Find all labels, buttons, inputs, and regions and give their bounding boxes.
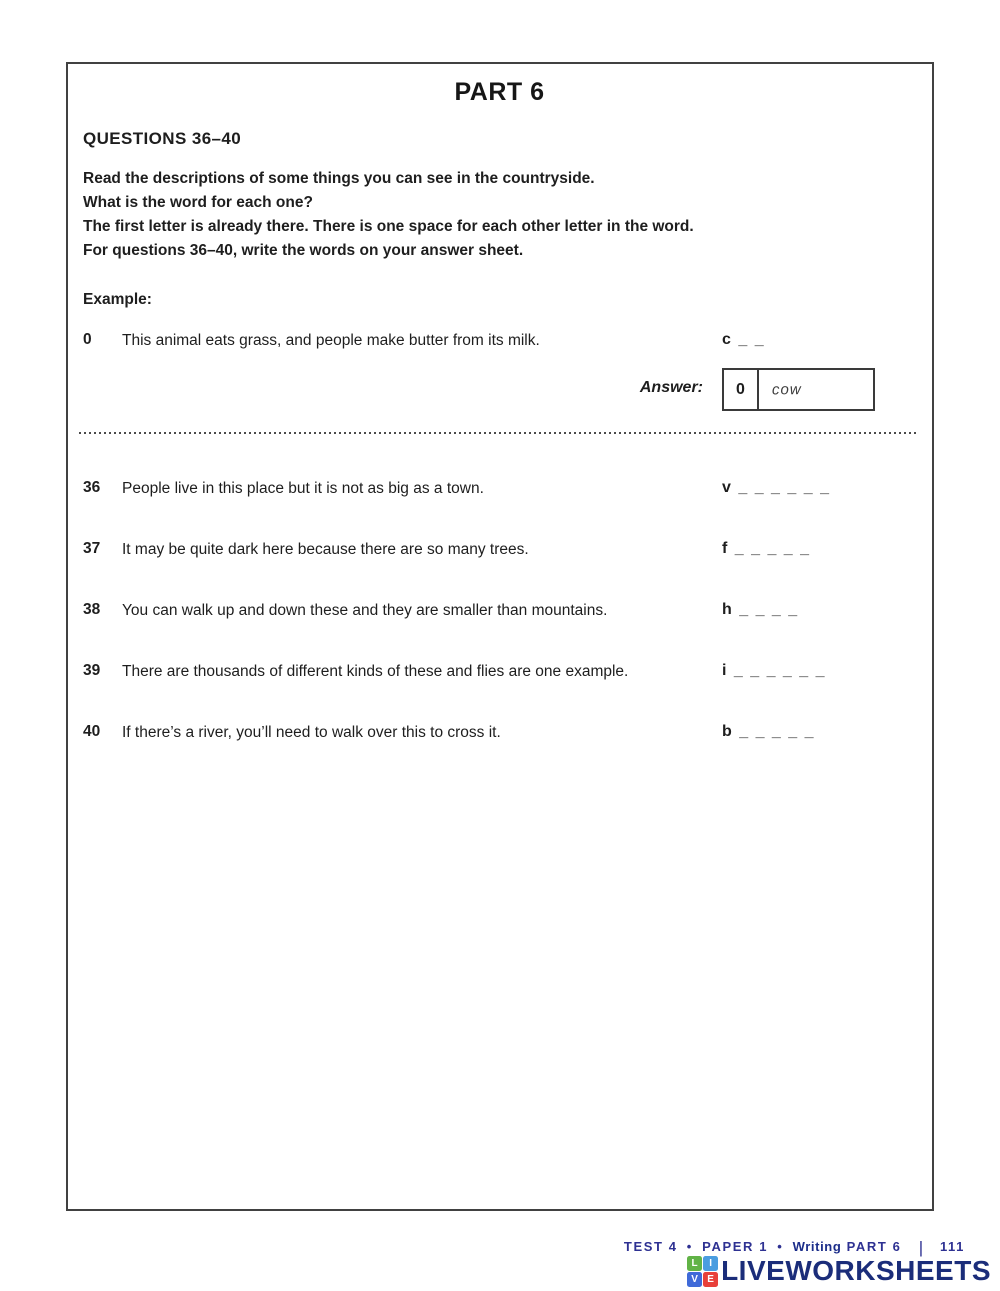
question-row-40 [83, 723, 916, 742]
liveworksheets-logo[interactable] [687, 1255, 991, 1287]
question-number: 39 [83, 662, 101, 679]
question-text: If there’s a river, you’ll need to walk over this to cross it. [122, 724, 501, 741]
footer-test-label: TEST 4 [623, 1239, 678, 1254]
question-text: It may be quite dark here because there are so many trees. [122, 541, 529, 558]
question-number: 40 [83, 723, 101, 740]
instructions-block [83, 167, 916, 263]
question-row-38 [83, 601, 916, 620]
logo-letter-e: E [703, 1272, 718, 1287]
instruction-line: For questions 36–40, write the words on your answer sheet. [83, 242, 524, 259]
answer-box [722, 368, 875, 411]
instruction-line: What is the word for each one? [83, 194, 313, 211]
liveworksheets-logo-icon [687, 1256, 718, 1287]
answer-box-value: cow [771, 381, 802, 399]
logo-letter-l: L [687, 1256, 702, 1271]
example-text: This animal eats grass, and people make butter from its milk. [122, 332, 540, 349]
footer-part-label: PART 6 [846, 1239, 902, 1254]
question-row-36 [83, 479, 916, 498]
example-number: 0 [83, 331, 92, 348]
answer-blank-37[interactable]: f _ _ _ _ _ [722, 540, 811, 557]
answer-blank-36[interactable]: v _ _ _ _ _ _ [722, 479, 831, 496]
footer-divider-bar: | [918, 1238, 925, 1257]
example-label: Example: [83, 291, 152, 308]
question-number: 37 [83, 540, 101, 557]
questions-heading: QUESTIONS 36–40 [83, 129, 242, 148]
question-row-39 [83, 662, 916, 681]
footer-writing-label: Writing [792, 1239, 842, 1254]
footer-bullet-icon: • [686, 1239, 693, 1254]
example-answer-hint: c _ _ [722, 331, 766, 348]
logo-letter-i: I [703, 1256, 718, 1271]
answer-blank-39[interactable]: i _ _ _ _ _ _ [722, 662, 827, 679]
instruction-line: The first letter is already there. There is one space for each other letter in the word. [83, 218, 694, 235]
question-text: There are thousands of different kinds of these and flies are one example. [122, 663, 629, 680]
footer-paper-label: PAPER 1 [702, 1239, 769, 1254]
question-number: 38 [83, 601, 101, 618]
example-answer-line [83, 368, 916, 411]
footer-page-number: 111 [939, 1239, 965, 1254]
question-text: You can walk up and down these and they are smaller than mountains. [122, 602, 608, 619]
question-number: 36 [83, 479, 101, 496]
question-row-37 [83, 540, 916, 559]
worksheet-frame [66, 62, 934, 1211]
answer-blank-40[interactable]: b _ _ _ _ _ [722, 723, 815, 740]
answer-label: Answer: [639, 379, 703, 396]
dotted-divider [79, 432, 916, 434]
part-title: PART 6 [454, 78, 545, 106]
question-text: People live in this place but it is not as big as a town. [122, 480, 484, 497]
logo-letter-v: V [687, 1272, 702, 1287]
example-row [83, 331, 916, 350]
questions-list [83, 479, 916, 742]
answer-box-number: 0 [724, 370, 759, 409]
footer-bullet-icon: • [777, 1239, 784, 1254]
liveworksheets-brand-text: LIVEWORKSHEETS [721, 1255, 991, 1286]
instruction-line: Read the descriptions of some things you can see in the countryside. [83, 170, 595, 187]
answer-blank-38[interactable]: h _ _ _ _ [722, 601, 799, 618]
